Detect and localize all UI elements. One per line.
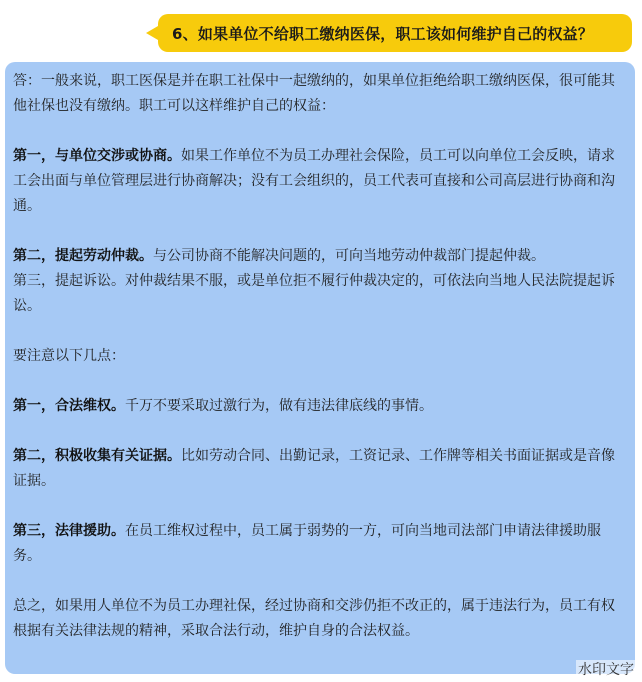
step-1	[13, 144, 628, 219]
note-2	[13, 444, 628, 494]
notes-heading: 要注意以下几点：	[13, 348, 125, 364]
question-text: 6、如果单位不给职工缴纳医保，职工该如何维护自己的权益？	[172, 24, 594, 43]
note-3-lead: 第三，法律援助。	[13, 523, 125, 539]
step-2-lead: 第二，提起劳动仲裁。	[13, 248, 153, 264]
note-2-lead: 第二，积极收集有关证据。	[13, 448, 181, 464]
note-1-lead: 第一，合法维权。	[13, 398, 125, 414]
step-1-text: 如果工作单位不为员工办理社会保险，员工可以向单位工会反映，请求工会出面与单位管理层进行协商解决；没有工会组织的，员工代表可直接和公司高层进行协商和沟通。	[13, 148, 615, 214]
step-2	[13, 244, 628, 269]
note-2-text: 比如劳动合同、出勤记录，工资记录、工作牌等相关书面证据或是音像证据。	[13, 448, 615, 489]
step-1-lead: 第一，与单位交涉或协商。	[13, 148, 181, 164]
watermark: 水印文字	[578, 662, 634, 678]
note-3	[13, 519, 628, 569]
note-3-text: 在员工维权过程中，员工属于弱势的一方，可向当地司法部门申请法律援助服务。	[13, 523, 601, 564]
note-1	[13, 394, 628, 419]
answer-intro: 答：一般来说，职工医保是并在职工社保中一起缴纳的，如果单位拒绝给职工缴纳医保，很可能其他社保也没有缴纳。职工可以这样维护自己的权益：	[13, 73, 615, 114]
question-bubble	[158, 14, 632, 52]
step-2-text: 与公司协商不能解决问题的，可向当地劳动仲裁部门提起仲裁。	[153, 248, 545, 264]
step-3	[13, 269, 628, 319]
step-3-text: 第三，提起诉讼。对仲裁结果不服，或是单位拒不履行仲裁决定的，可依法向当地人民法院提起诉讼。	[13, 273, 615, 314]
answer-panel	[5, 62, 635, 674]
conclusion: 总之，如果用人单位不为员工办理社保，经过协商和交涉仍拒不改正的，属于违法行为，员工有权根据有关法律法规的精神，采取合法行动，维护自身的合法权益。	[13, 598, 615, 639]
note-1-text: 千万不要采取过激行为，做有违法律底线的事情。	[125, 398, 433, 414]
